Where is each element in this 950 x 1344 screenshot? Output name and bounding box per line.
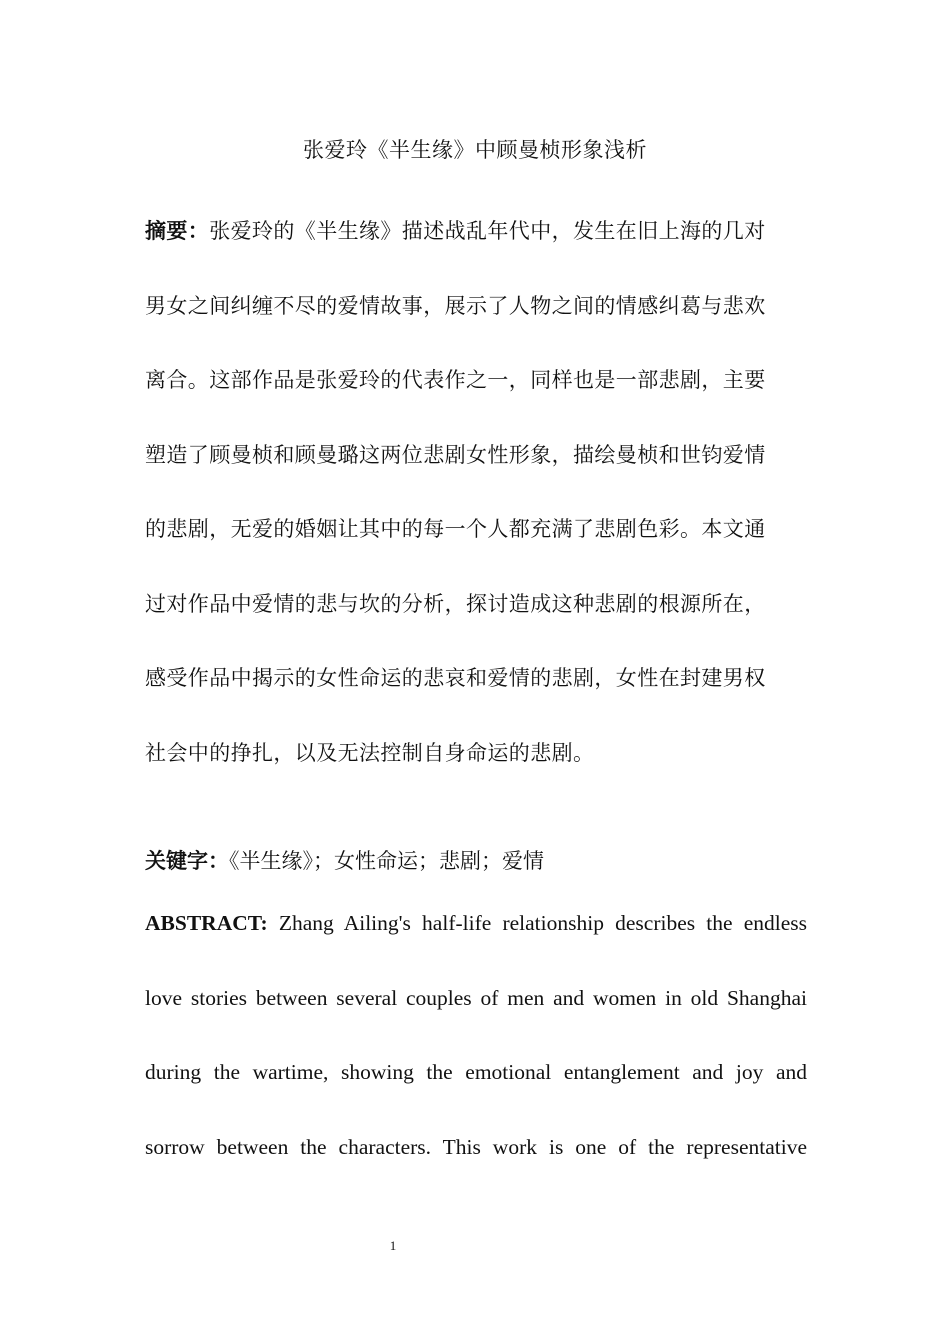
- abstract-line: 社会中的挣扎，以及无法控制自身命运的悲剧。: [145, 740, 595, 765]
- english-abstract-line: [145, 905, 807, 980]
- keywords-label: 关键字：: [145, 848, 229, 873]
- abstract-line: 塑造了顾曼桢和顾曼璐这两位悲剧女性形象，描绘曼桢和世钧爱情: [145, 442, 766, 467]
- page-number: 1: [389, 1238, 397, 1253]
- abstract-line: 男女之间纠缠不尽的爱情故事，展示了人物之间的情感纠葛与悲欢: [145, 293, 766, 318]
- keywords-text: 《半生缘》；女性命运；悲剧；爱情: [229, 849, 544, 873]
- abstract-line: 感受作品中揭示的女性命运的悲哀和爱情的悲剧，女性在封建男权: [145, 666, 766, 690]
- english-abstract: [145, 905, 807, 1204]
- abstract-line: [145, 194, 807, 269]
- chinese-abstract: [145, 194, 807, 790]
- english-abstract-label: ABSTRACT:: [145, 911, 268, 935]
- english-abstract-line: sorrow between the characters. This work is one of the representative: [145, 1135, 807, 1160]
- abstract-line: 离合。这部作品是张爱玲的代表作之一，同样也是一部悲剧，主要: [145, 368, 766, 392]
- english-abstract-line: during the wartime, showing the emotional entanglement and joy and: [145, 1060, 807, 1085]
- english-abstract-text: Zhang Ailing's half-life relationship describes the endless: [267, 911, 807, 935]
- abstract-line: 的悲剧，无爱的婚姻让其中的每一个人都充满了悲剧色彩。本文通: [145, 517, 766, 541]
- abstract-label: 摘要：: [145, 218, 210, 243]
- english-abstract-line: love stories between several couples of men and women in old Shanghai: [145, 985, 807, 1010]
- abstract-text: 张爱玲的《半生缘》描述战乱年代中，发生在旧上海的几对: [209, 219, 766, 243]
- document-title: 张爱玲《半生缘》中顾曼桢形象浅析: [303, 138, 647, 162]
- keywords-line: [145, 843, 807, 879]
- abstract-line: 过对作品中爱情的悲与坎的分析，探讨造成这种悲剧的根源所在，: [145, 591, 766, 616]
